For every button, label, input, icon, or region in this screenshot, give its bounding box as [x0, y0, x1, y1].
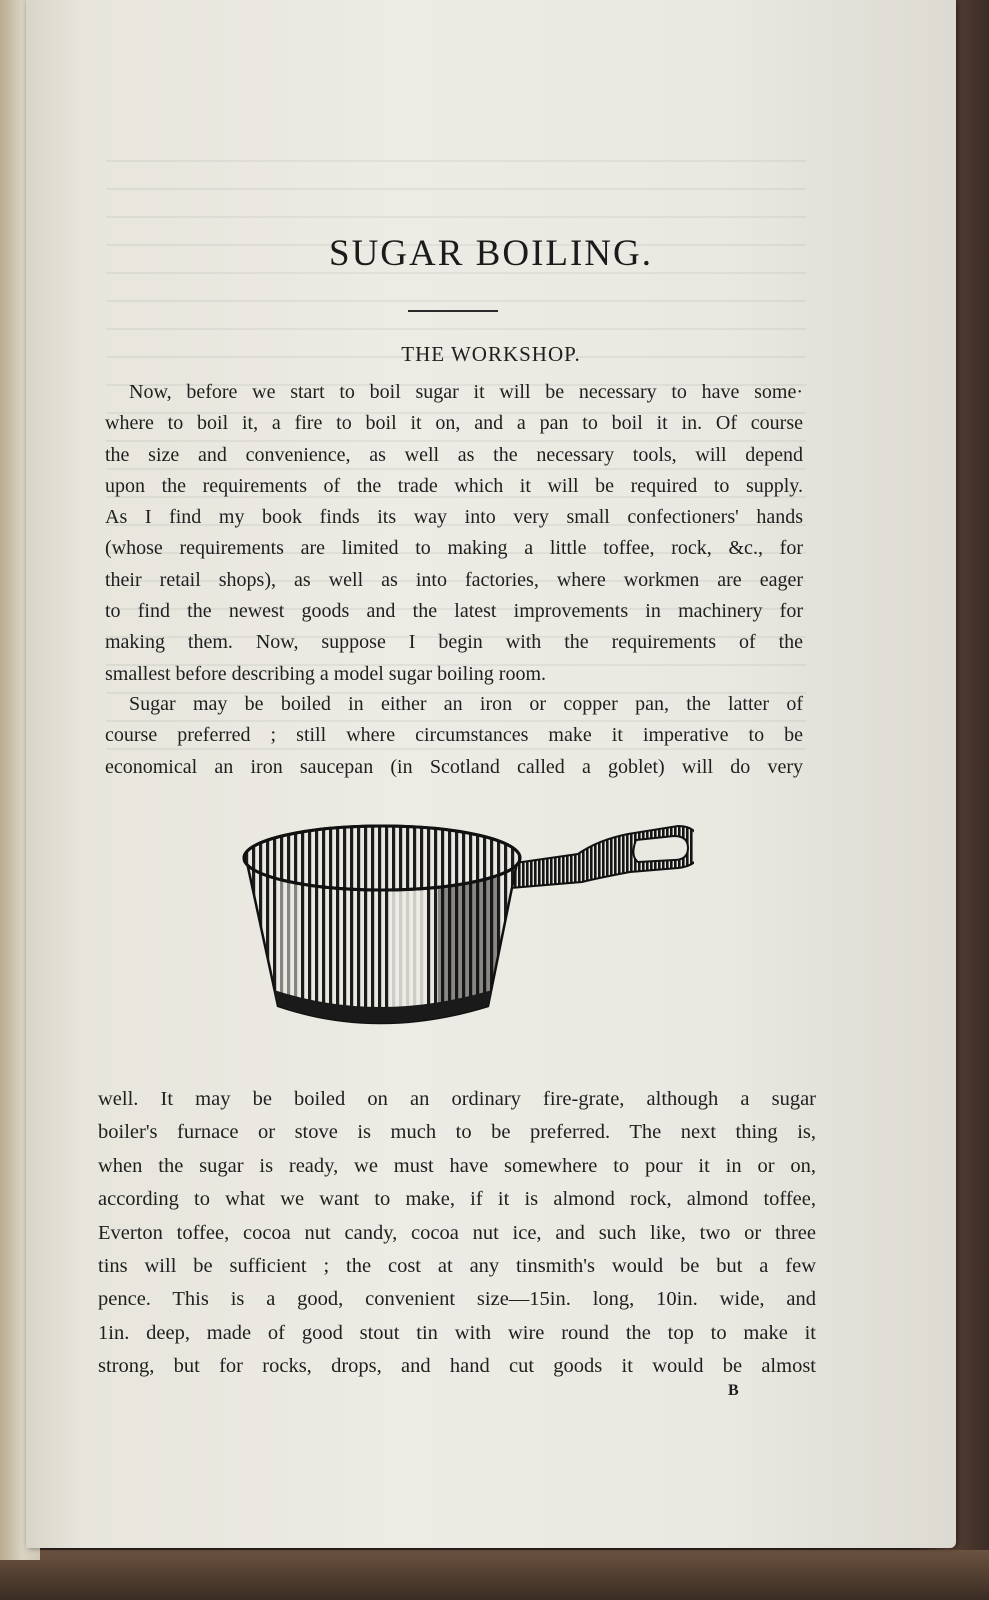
text-line: Now, before we start to boil sugar it will be necessary to have some·	[129, 381, 803, 403]
text-line: to find the newest goods and the latest improvements in machinery for	[105, 600, 803, 623]
text-line: strong, but for rocks, drops, and hand cut goods it would be almost	[98, 1355, 816, 1378]
signature-mark: B	[728, 1382, 739, 1399]
text-line: boiler's furnace or stove is much to be preferred. The next thing is,	[98, 1121, 816, 1144]
paragraph-3	[98, 1083, 816, 1384]
text-line: (whose requirements are limited to making a little toffee, rock, &c., for	[105, 537, 803, 560]
paragraph-1	[105, 377, 803, 690]
text-line: Sugar may be boiled in either an iron or copper pan, the latter of	[129, 693, 803, 715]
text-line: upon the requirements of the trade which it will be required to supply.	[105, 474, 803, 497]
book-page	[26, 0, 956, 1548]
text-line: tins will be sufficient ; the cost at any tinsmith's would be but a few	[98, 1255, 816, 1278]
text-line: course preferred ; still where circumstances make it imperative to be	[105, 724, 803, 747]
text-line: As I find my book finds its way into very small confectioners' hands	[105, 506, 803, 529]
saucepan-illustration	[238, 818, 694, 1042]
text-line: according to what we want to make, if it is almond rock, almond toffee,	[98, 1188, 816, 1211]
section-heading: THE WORKSHOP.	[401, 342, 581, 366]
text-line: 1in. deep, made of good stout tin with wire round the top to make it	[98, 1321, 816, 1344]
text-line: where to boil it, a fire to boil it on, and a pan to boil it in. Of course	[105, 412, 803, 435]
text-line: the size and convenience, as well as the necessary tools, will depend	[105, 443, 803, 466]
paragraph-2	[105, 689, 803, 783]
text-line: when the sugar is ready, we must have somewhere to pour it in or on,	[98, 1154, 816, 1177]
table-bottom	[0, 1550, 989, 1600]
text-line: making them. Now, suppose I begin with the requirements of the	[105, 631, 803, 654]
text-line: smallest before describing a model sugar boiling room.	[105, 662, 547, 685]
title-divider	[408, 310, 498, 312]
text-line: well. It may be boiled on an ordinary fire-grate, although a sugar	[98, 1088, 816, 1110]
text-line: Everton toffee, cocoa nut candy, cocoa nut ice, and such like, two or three	[98, 1221, 816, 1244]
page-title: SUGAR BOILING.	[329, 233, 653, 274]
text-line: their retail shops), as well as into factories, where workmen are eager	[105, 568, 803, 591]
text-line: pence. This is a good, convenient size—15in. long, 10in. wide, and	[98, 1288, 816, 1311]
text-line: economical an iron saucepan (in Scotland called a goblet) will do very	[105, 755, 803, 778]
